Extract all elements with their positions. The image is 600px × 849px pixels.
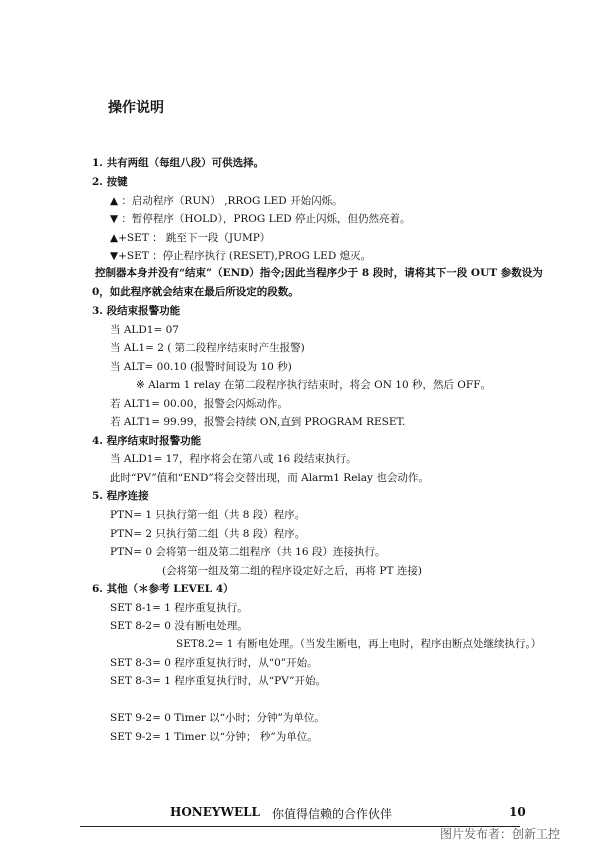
text-line: 控制器本身并没有“结束”（END）指令;因此当程序少于 8 段时，请将其下一段 OUT 参数设为 [95, 267, 543, 279]
text-line: 当 ALD1= 17，程序将会在第八或 16 段结束执行。 [110, 453, 357, 465]
text-line: 4. 程序结束时报警功能 [92, 435, 202, 447]
text-line: SET 8-2= 0 没有断电处理。 [110, 620, 248, 632]
text-line: 6. 其他（＊参考 LEVEL 4） [92, 583, 234, 595]
text-line: 0，如此程序就会结束在最后所设定的段数。 [92, 286, 299, 298]
text-line: 当 AL1= 2 ( 第二段程序结束时产生报警) [110, 342, 305, 354]
watermark: 图片发布者：创新工控 [440, 827, 561, 841]
text-line: SET 9-2= 1 Timer 以“分钟； 秒”为单位。 [110, 731, 318, 743]
text-line: ▼ ：暂停程序（HOLD），PROG LED 停止闪烁，但仍然亮着。 [110, 213, 411, 225]
text-line: PTN= 2 只执行第二组（共 8 段）程序。 [110, 528, 306, 540]
text-line: 5. 程序连接 [92, 490, 149, 502]
text-line: 若 ALT1= 00.00，报警会闪烁动作。 [110, 398, 288, 410]
text-line: SET 8-3= 1 程序重复执行时，从“PV”开始。 [110, 675, 327, 687]
text-line: ▲ ：启动程序（RUN） ,RROG LED 开始闪烁。 [110, 195, 343, 207]
footer-slogan: 你值得信赖的合作伙伴 [272, 807, 393, 821]
text-line: ▲+SET ： 跳至下一段（JUMP） [110, 232, 271, 244]
text-line: SET8.2= 1 有断电处理。（当发生断电，再上电时，程序由断点处继续执行。） [176, 638, 542, 650]
text-line: ▼+SET ：停止程序执行 (RESET),PROG LED 熄灭。 [110, 250, 372, 262]
text-line: (会将第一组及第二组的程序设定好之后，再将 PT 连接) [162, 565, 422, 577]
page-title: 操作说明 [108, 100, 164, 116]
text-line: 当 ALT= 00.10 (报警时间设为 10 秒) [110, 361, 292, 373]
text-line: 1. 共有两组（每组八段）可供选择。 [92, 157, 265, 169]
text-line: SET 8-1= 1 程序重复执行。 [110, 602, 248, 614]
text-line: 2. 按键 [92, 176, 128, 188]
text-line: SET 9-2= 0 Timer 以“小时；分钟”为单位。 [110, 712, 325, 724]
text-line: SET 8-3= 0 程序重复执行时，从“0”开始。 [110, 657, 318, 669]
text-line: ※ Alarm 1 relay 在第二段程序执行结束时，将会 ON 10 秒，然后 OFF。 [136, 379, 491, 391]
footer-brand: HONEYWELL [170, 805, 260, 819]
text-line: 当 ALD1= 07 [110, 324, 179, 336]
text-line: PTN= 1 只执行第一组（共 8 段）程序。 [110, 509, 306, 521]
page-number: 10 [509, 805, 526, 819]
text-line: 3. 段结束报警功能 [92, 305, 181, 317]
text-line: PTN= 0 会将第一组及第二组程序（共 16 段）连接执行。 [110, 546, 386, 558]
text-line: 若 ALT1= 99.99，报警会持续 ON,直到 PROGRAM RESET. [110, 416, 406, 428]
text-line: 此时“PV”值和“END”将会交替出现，而 Alarm1 Relay 也会动作。 [110, 472, 429, 484]
